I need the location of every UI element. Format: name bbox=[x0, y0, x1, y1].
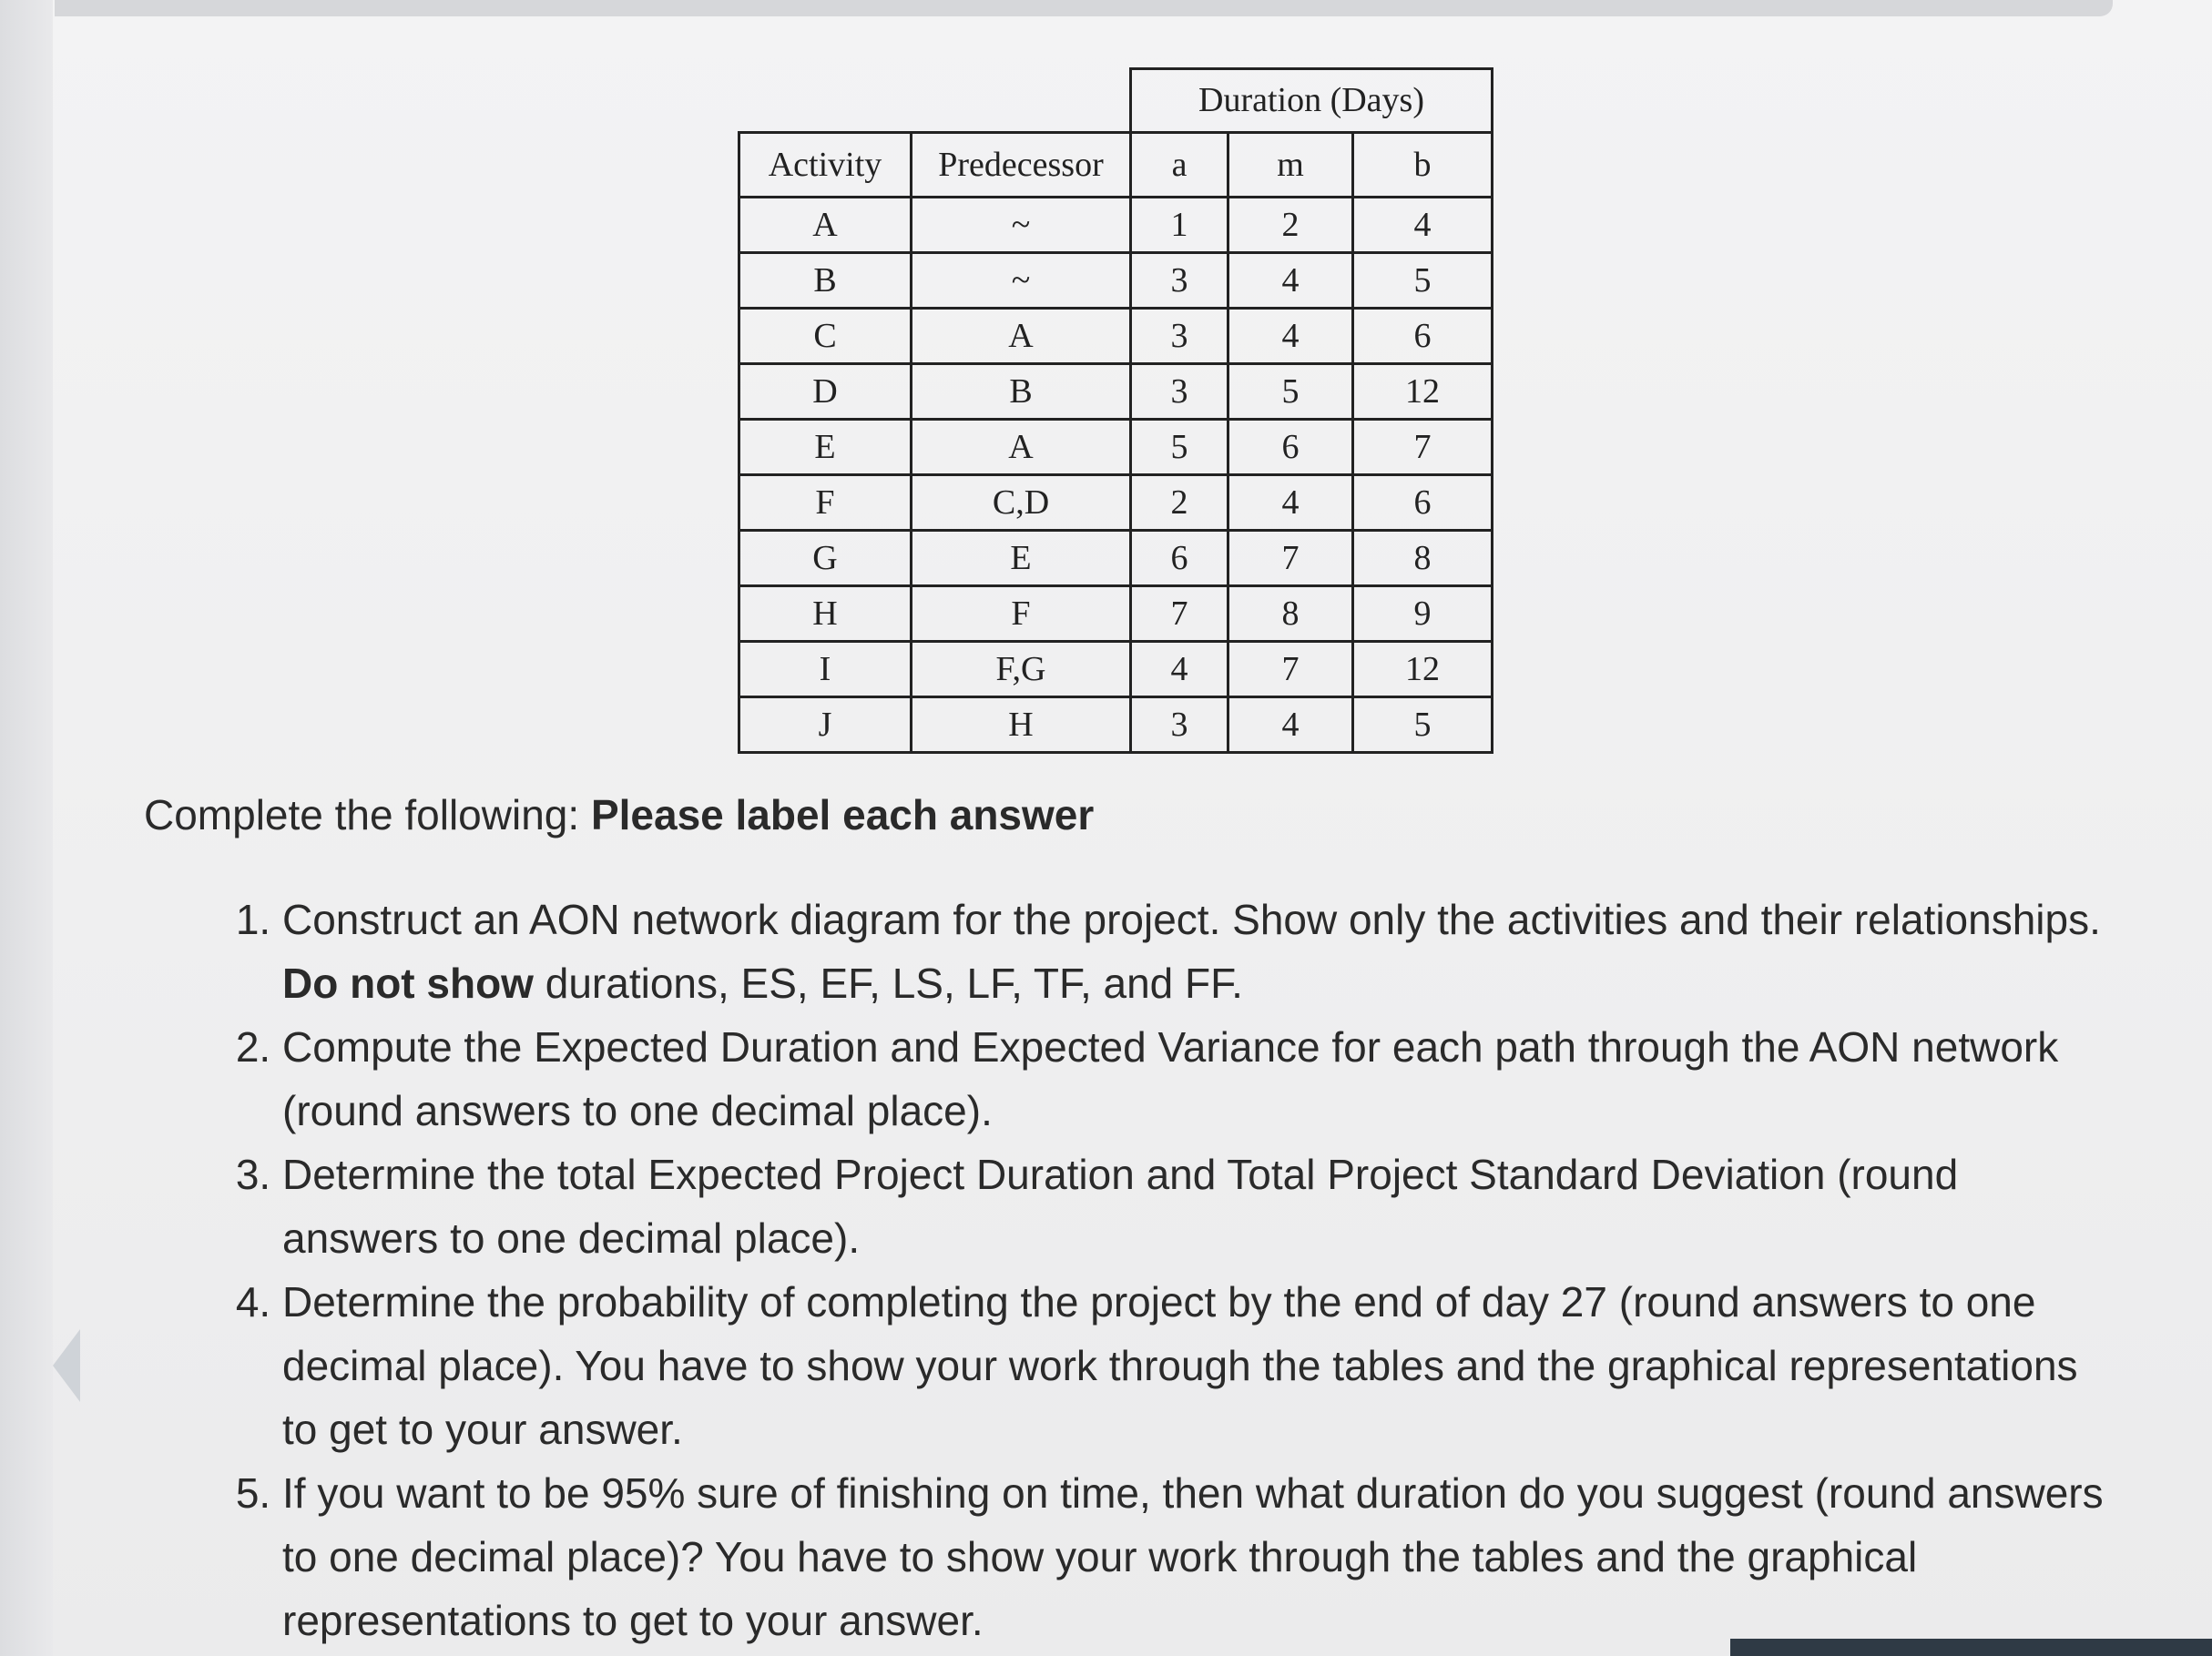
screen-left-edge bbox=[0, 0, 53, 1656]
cell-activity: I bbox=[739, 641, 912, 696]
header-a: a bbox=[1131, 132, 1228, 197]
cell-a: 3 bbox=[1131, 252, 1228, 308]
cell-predecessor: H bbox=[912, 696, 1131, 752]
question-item bbox=[282, 1015, 2104, 1143]
cell-m: 4 bbox=[1228, 308, 1353, 363]
question-text: If you want to be 95% sure of finishing on time, then what duration do you suggest (round answers to one decimal place)? You have to show your work through the tables and the graphical representations to get to your answer. bbox=[282, 1469, 2104, 1644]
cell-a: 2 bbox=[1131, 474, 1228, 530]
question-item bbox=[282, 1143, 2104, 1270]
header-predecessor: Predecessor bbox=[912, 132, 1131, 197]
question-text: Compute the Expected Duration and Expected Variance for each path through the AON network (round answers to one decimal place). bbox=[282, 1023, 2059, 1134]
table-row bbox=[739, 530, 1493, 585]
cell-b: 6 bbox=[1353, 308, 1493, 363]
instructions-intro bbox=[144, 790, 1094, 839]
cell-m: 5 bbox=[1228, 363, 1353, 419]
question-text: Determine the probability of completing the project by the end of day 27 (round answers to one decimal place). You have to show your work through the tables and the graphical representations to get to your answer. bbox=[282, 1278, 2078, 1453]
cell-predecessor: E bbox=[912, 530, 1131, 585]
cell-activity: E bbox=[739, 419, 912, 474]
cell-activity: J bbox=[739, 696, 912, 752]
cell-predecessor: A bbox=[912, 419, 1131, 474]
table-row bbox=[739, 197, 1493, 252]
cell-activity: A bbox=[739, 197, 912, 252]
table-row bbox=[739, 696, 1493, 752]
cell-activity: H bbox=[739, 585, 912, 641]
question-item bbox=[282, 1270, 2104, 1461]
cell-activity: G bbox=[739, 530, 912, 585]
table-row bbox=[739, 641, 1493, 696]
question-text: Construct an AON network diagram for the project. Show only the activities and their relationships. bbox=[282, 896, 2101, 943]
cell-activity: D bbox=[739, 363, 912, 419]
cell-m: 6 bbox=[1228, 419, 1353, 474]
activity-duration-table bbox=[738, 67, 1493, 754]
cell-b: 7 bbox=[1353, 419, 1493, 474]
cell-m: 4 bbox=[1228, 474, 1353, 530]
cell-b: 9 bbox=[1353, 585, 1493, 641]
screen-edge-marker bbox=[53, 1329, 80, 1402]
cell-predecessor: F bbox=[912, 585, 1131, 641]
cell-a: 1 bbox=[1131, 197, 1228, 252]
cell-a: 3 bbox=[1131, 696, 1228, 752]
cell-predecessor: B bbox=[912, 363, 1131, 419]
table-column-header-row bbox=[739, 132, 1493, 197]
header-activity: Activity bbox=[739, 132, 912, 197]
cell-m: 4 bbox=[1228, 252, 1353, 308]
cell-predecessor: C,D bbox=[912, 474, 1131, 530]
cell-predecessor: ~ bbox=[912, 252, 1131, 308]
header-m: m bbox=[1228, 132, 1353, 197]
cell-b: 4 bbox=[1353, 197, 1493, 252]
screen-top-bar bbox=[55, 0, 2113, 16]
intro-bold-text: Please label each answer bbox=[590, 791, 1095, 838]
intro-text: Complete the following: bbox=[144, 791, 591, 838]
cell-m: 8 bbox=[1228, 585, 1353, 641]
table-row bbox=[739, 419, 1493, 474]
question-bold-text: Do not show bbox=[282, 960, 534, 1007]
cell-m: 4 bbox=[1228, 696, 1353, 752]
cell-b: 8 bbox=[1353, 530, 1493, 585]
cell-predecessor: A bbox=[912, 308, 1131, 363]
cell-b: 12 bbox=[1353, 641, 1493, 696]
header-b: b bbox=[1353, 132, 1493, 197]
question-list bbox=[228, 888, 2104, 1652]
cell-activity: F bbox=[739, 474, 912, 530]
duration-days-header: Duration (Days) bbox=[1131, 69, 1493, 133]
cell-b: 5 bbox=[1353, 252, 1493, 308]
table-row bbox=[739, 363, 1493, 419]
question-text: Determine the total Expected Project Duration and Total Project Standard Deviation (round answers to one decimal place). bbox=[282, 1151, 1959, 1262]
cell-activity: C bbox=[739, 308, 912, 363]
cell-b: 6 bbox=[1353, 474, 1493, 530]
cell-activity: B bbox=[739, 252, 912, 308]
cell-a: 5 bbox=[1131, 419, 1228, 474]
cell-m: 2 bbox=[1228, 197, 1353, 252]
cell-m: 7 bbox=[1228, 530, 1353, 585]
cell-predecessor: ~ bbox=[912, 197, 1131, 252]
table-corner-blank bbox=[739, 69, 1131, 133]
cell-a: 6 bbox=[1131, 530, 1228, 585]
table-row bbox=[739, 252, 1493, 308]
question-item bbox=[282, 1461, 2104, 1652]
cell-a: 4 bbox=[1131, 641, 1228, 696]
question-text-after: durations, ES, EF, LS, LF, TF, and FF. bbox=[533, 960, 1243, 1007]
table-group-header-row bbox=[739, 69, 1493, 133]
cell-a: 7 bbox=[1131, 585, 1228, 641]
cell-b: 12 bbox=[1353, 363, 1493, 419]
table-row bbox=[739, 585, 1493, 641]
table-row bbox=[739, 308, 1493, 363]
table-row bbox=[739, 474, 1493, 530]
cell-a: 3 bbox=[1131, 363, 1228, 419]
cell-predecessor: F,G bbox=[912, 641, 1131, 696]
cell-b: 5 bbox=[1353, 696, 1493, 752]
question-item bbox=[282, 888, 2104, 1015]
cell-a: 3 bbox=[1131, 308, 1228, 363]
cell-m: 7 bbox=[1228, 641, 1353, 696]
